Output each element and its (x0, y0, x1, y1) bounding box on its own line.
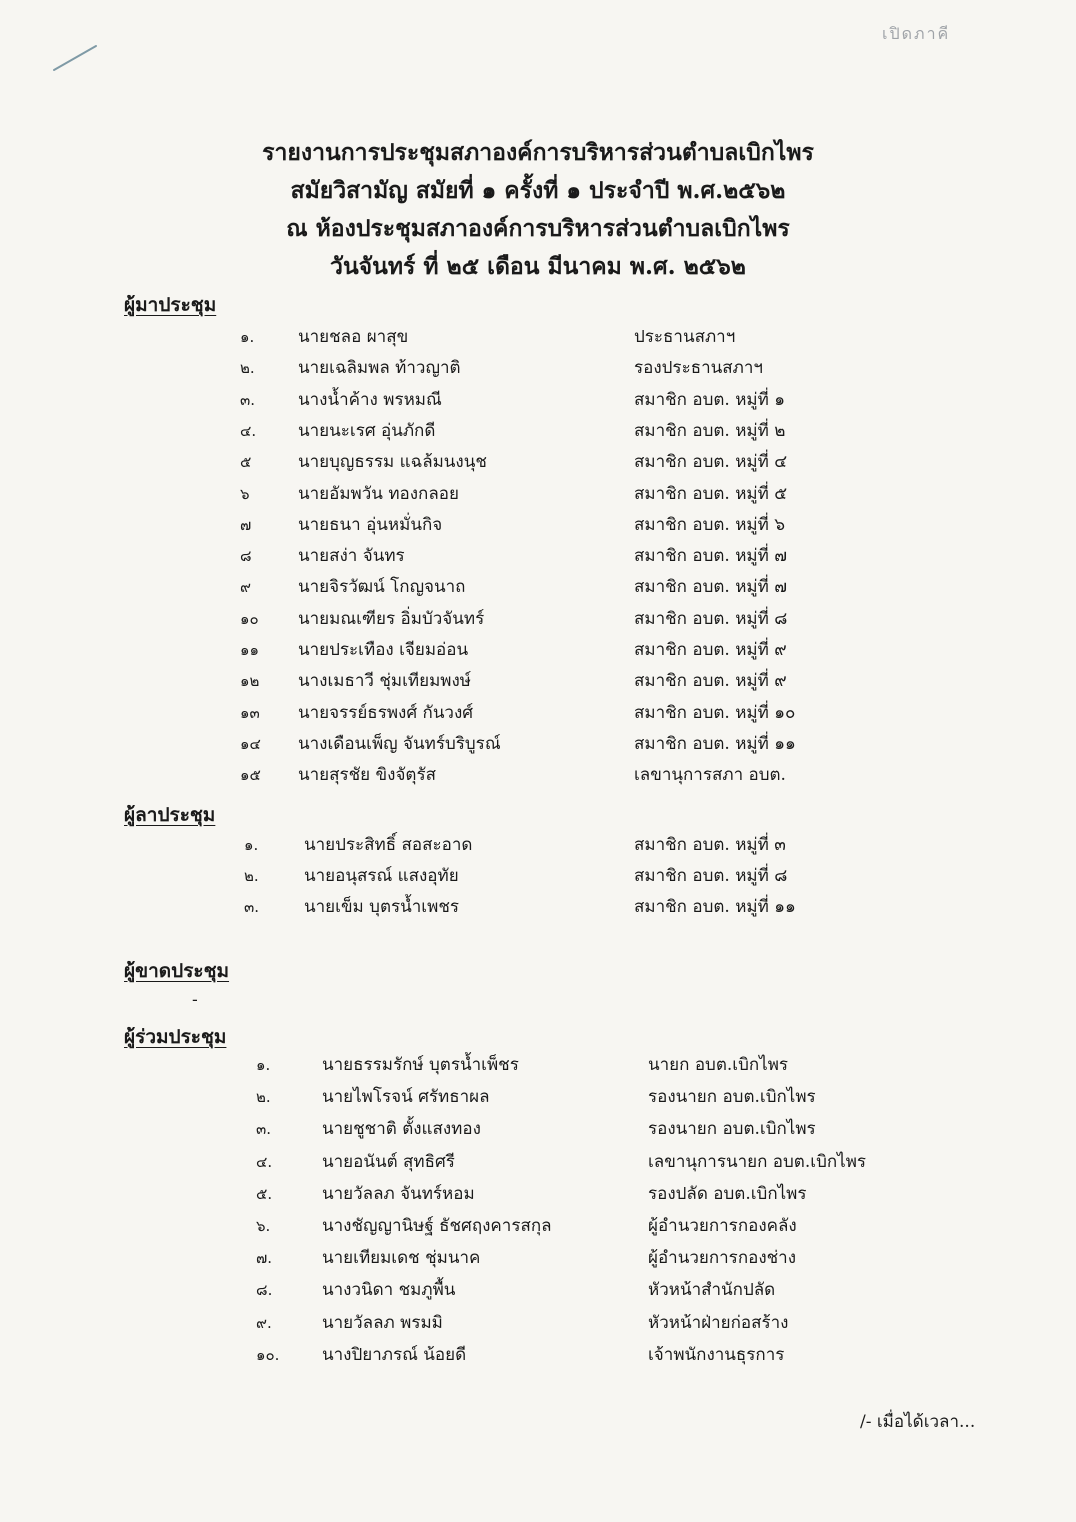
continuation-note: /- เมื่อได้เวลา... (860, 1412, 976, 1432)
attendees-row (0, 698, 1076, 728)
leave-row (0, 892, 1076, 922)
row-number: ๕. (256, 1184, 273, 1203)
participants-row (0, 1114, 1076, 1144)
person-role: สมาชิก อบต. หมู่ที่ ๗ (634, 546, 788, 567)
attendees-row (0, 479, 1076, 509)
person-name: นายธรรมรักษ์ บุตรน้ำเพ็ชร (322, 1055, 519, 1075)
absent-heading: ผู้ขาดประชุม (124, 960, 230, 982)
row-number: ๑๑ (240, 641, 260, 659)
person-name: นายจิรวัฒน์ โกญจนาถ (298, 577, 466, 598)
attendees-heading: ผู้มาประชุม (124, 294, 217, 316)
row-number: ๗. (256, 1249, 273, 1268)
leave-row (0, 861, 1076, 891)
participants-row (0, 1211, 1076, 1241)
person-name: นายจรรย์ธรพงศ์ กันวงศ์ (298, 702, 474, 723)
leave-heading: ผู้ลาประชุม (124, 804, 216, 826)
person-name: นายธนา อุ่นหมั่นกิจ (298, 514, 443, 535)
participants-heading: ผู้ร่วมประชุม (124, 1026, 227, 1048)
person-name: นายวัลลภ จันทร์หอม (322, 1183, 475, 1204)
row-number: ๙. (256, 1313, 272, 1332)
person-role: สมาชิก อบต. หมู่ที่ ๔ (634, 452, 788, 473)
row-number: ๒. (256, 1088, 271, 1107)
person-role: รองนายก อบต.เบิกไพร (648, 1119, 816, 1140)
person-role: รองปลัด อบต.เบิกไพร (648, 1183, 807, 1204)
person-name: นายสุรชัย ขิงจัตุรัส (298, 765, 436, 786)
person-role: สมาชิก อบต. หมู่ที่ ๑๑ (634, 733, 796, 754)
attendees-row (0, 385, 1076, 415)
document-title (0, 134, 1076, 286)
title-line-2: สมัยวิสามัญ สมัยที่ ๑ ครั้งที่ ๑ ประจำปี พ.ศ.๒๕๖๒ (290, 177, 786, 204)
title-line-1: รายงานการประชุมสภาองค์การบริหารส่วนตำบลเบิกไพร (262, 139, 814, 166)
row-number: ๘. (256, 1281, 273, 1300)
person-name: นายไพโรจน์ ศรัทธาผล (322, 1087, 490, 1108)
person-name: นายเทียมเดช ชุ่มนาค (322, 1248, 481, 1269)
attendees-row (0, 510, 1076, 540)
attendees-row (0, 416, 1076, 446)
participants-row (0, 1050, 1076, 1080)
person-name: นางน้ำค้าง พรหมณี (298, 389, 442, 410)
person-role: สมาชิก อบต. หมู่ที่ ๙ (634, 640, 787, 660)
row-number: ๒. (240, 359, 255, 378)
title-line-4: วันจันทร์ ที่ ๒๕ เดือน มีนาคม พ.ศ. ๒๕๖๒ (330, 253, 746, 280)
row-number: ๑๓ (240, 703, 260, 722)
attendees-row (0, 572, 1076, 602)
person-role: สมาชิก อบต. หมู่ที่ ๑๐ (634, 702, 796, 723)
participants-row (0, 1275, 1076, 1305)
person-name: นางปิยาภรณ์ น้อยดี (322, 1344, 467, 1365)
person-role: หัวหน้าฝ่ายก่อสร้าง (648, 1312, 789, 1333)
row-number: ๑. (256, 1056, 271, 1074)
person-role: สมาชิก อบต. หมู่ที่ ๒ (634, 420, 786, 441)
row-number: ๕ (240, 453, 252, 472)
person-name: นางเมธาวี ชุ่มเทียมพงษ์ (298, 671, 471, 692)
person-name: นายนะเรศ อุ่นภักดี (298, 420, 436, 441)
title-line-3: ณ ห้องประชุมสภาองค์การบริหารส่วนตำบลเบิกไพร (286, 215, 790, 242)
person-role: ผู้อำนวยการกองช่าง (648, 1248, 797, 1269)
row-number: ๙ (240, 578, 251, 597)
person-name: นายอัมพวัน ทองกลอย (298, 483, 459, 504)
participants-row (0, 1243, 1076, 1273)
row-number: ๑๐ (240, 609, 259, 628)
person-name: นายบุญธรรม แฉล้มนงนุช (298, 452, 487, 473)
person-name: นายชูชาติ ตั้งแสงทอง (322, 1119, 481, 1140)
row-number: ๖ (240, 484, 250, 503)
row-number: ๓. (244, 898, 260, 916)
attendees-row (0, 541, 1076, 571)
person-role: เลขานุการสภา อบต. (634, 765, 786, 786)
row-number: ๔. (240, 421, 257, 440)
person-name: นายสง่า จันทร (298, 546, 405, 567)
row-number: ๖. (256, 1217, 271, 1235)
attendees-row (0, 635, 1076, 665)
leave-row (0, 830, 1076, 860)
attendees-row (0, 760, 1076, 790)
row-number: ๑๕ (240, 766, 261, 785)
person-name: นายมณเฑียร อิ่มบัวจันทร์ (298, 608, 485, 629)
person-role: นายก อบต.เบิกไพร (648, 1055, 789, 1075)
person-name: นางเดือนเพ็ญ จันทร์บริบูรณ์ (298, 733, 501, 754)
person-role: สมาชิก อบต. หมู่ที่ ๑๑ (634, 897, 796, 917)
person-name: นายอนันต์ สุทธิศรี (322, 1151, 455, 1172)
participants-row (0, 1147, 1076, 1177)
person-role: สมาชิก อบต. หมู่ที่ ๖ (634, 514, 786, 535)
person-name: นางวนิดา ชมภูพื้น (322, 1280, 456, 1301)
participants-row (0, 1179, 1076, 1209)
attendees-row (0, 353, 1076, 383)
row-number: ๔. (256, 1152, 273, 1171)
participants-row (0, 1082, 1076, 1112)
attendees-row (0, 322, 1076, 352)
row-number: ๒. (244, 867, 259, 885)
person-role: สมาชิก อบต. หมู่ที่ ๗ (634, 577, 788, 598)
person-name: นายวัลลภ พรมมิ (322, 1312, 443, 1333)
person-name: นางชัญญานิษฐ์ ธัชศฤงคารสกุล (322, 1216, 552, 1236)
person-role: สมาชิก อบต. หมู่ที่ ๕ (634, 483, 788, 504)
person-role: ผู้อำนวยการกองคลัง (648, 1216, 797, 1236)
row-number: ๓. (256, 1120, 272, 1139)
person-name: นายอนุสรณ์ แสงอุทัย (304, 866, 459, 886)
person-role: หัวหน้าสำนักปลัด (648, 1280, 776, 1301)
attendees-row (0, 729, 1076, 759)
row-number: ๑. (240, 328, 255, 346)
person-name: นายชลอ ผาสุข (298, 327, 409, 347)
row-number: ๘ (240, 547, 252, 566)
person-name: นายประเทือง เจียมอ่อน (298, 640, 469, 660)
person-role: รองนายก อบต.เบิกไพร (648, 1087, 816, 1108)
person-role: สมาชิก อบต. หมู่ที่ ๓ (634, 835, 786, 855)
row-number: ๑. (244, 836, 259, 854)
person-name: นายเข็ม บุตรน้ำเพชร (304, 897, 459, 917)
person-role: สมาชิก อบต. หมู่ที่ ๘ (634, 608, 788, 629)
row-number: ๑๒ (240, 672, 260, 691)
row-number: ๑๐. (256, 1345, 280, 1364)
person-role: สมาชิก อบต. หมู่ที่ ๘ (634, 866, 788, 886)
attendees-row (0, 666, 1076, 696)
attendees-row (0, 447, 1076, 477)
person-role: เลขานุการนายก อบต.เบิกไพร (648, 1151, 867, 1172)
person-role: สมาชิก อบต. หมู่ที่ ๑ (634, 389, 786, 410)
attendees-row (0, 604, 1076, 634)
person-name: นายเฉลิมพล ท้าวญาติ (298, 358, 461, 379)
participants-row (0, 1308, 1076, 1338)
person-role: สมาชิก อบต. หมู่ที่ ๙ (634, 671, 787, 692)
row-number: ๑๔ (240, 734, 261, 753)
person-role: ประธานสภาฯ (634, 327, 736, 347)
person-role: เจ้าพนักงานธุรการ (648, 1344, 785, 1365)
pen-stroke-mark (50, 40, 110, 80)
row-number: ๓. (240, 390, 256, 409)
person-name: นายประสิทธิ์ สอสะอาด (304, 835, 473, 855)
row-number: ๗ (240, 515, 252, 534)
person-role: รองประธานสภาฯ (634, 358, 763, 379)
absent-none: - (192, 990, 198, 1010)
participants-row (0, 1340, 1076, 1370)
pencil-page-mark: เปิดภาคี (882, 24, 951, 43)
